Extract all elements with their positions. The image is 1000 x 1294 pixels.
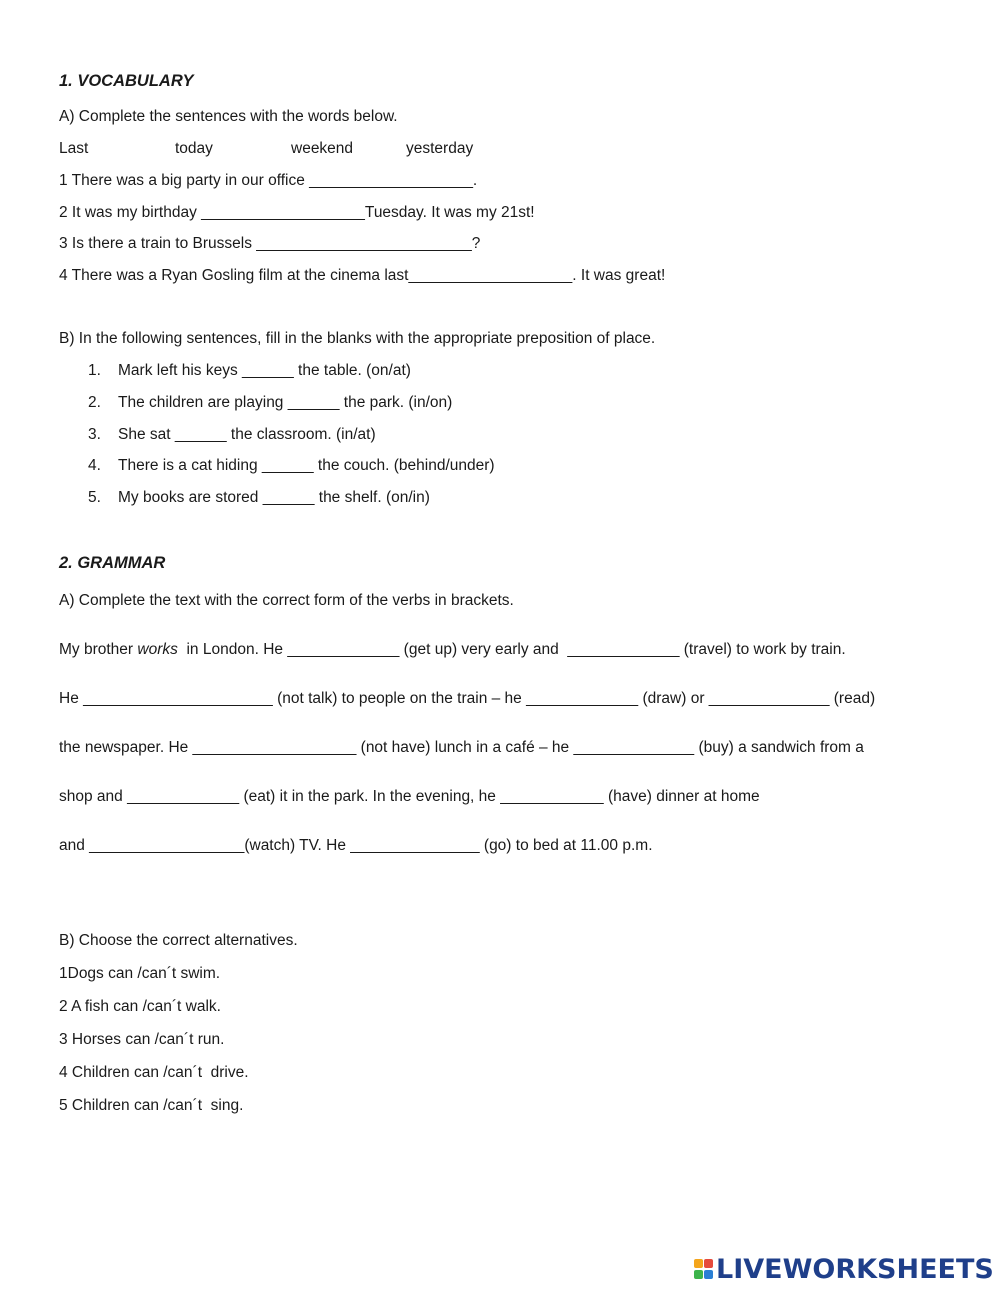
vocabulary-sentence: 3 Is there a train to Brussels _________________________? [59,235,481,252]
list-item-number: 4. [88,457,101,474]
grammar-heading: 2. GRAMMAR [59,554,166,572]
grammar-sentence: 2 A fish can /can´t walk. [59,998,221,1015]
grammar-sentence: 3 Horses can /can´t run. [59,1031,225,1048]
grammar-sentence: 5 Children can /can´t sing. [59,1097,244,1114]
word-bank-item: today [175,140,213,157]
logo-text: LIVEWORKSHEETS [716,1254,994,1285]
word-bank-item: yesterday [406,140,474,157]
vocabulary-sentence: 1 There was a big party in our office ___________________. [59,172,478,189]
list-item-number: 2. [88,394,101,411]
grammar-b-instruction: B) Choose the correct alternatives. [59,932,298,949]
grammar-sentence: 4 Children can /can´t drive. [59,1064,249,1081]
logo-square-icon [704,1270,713,1279]
logo-square-icon [694,1259,703,1268]
word-bank-item: Last [59,140,89,157]
word-bank-item: weekend [291,140,354,157]
list-item: She sat ______ the classroom. (in/at) [118,426,376,443]
vocabulary-b-instruction: B) In the following sentences, fill in the blanks with the appropriate preposition of place. [59,330,656,347]
list-item: There is a cat hiding ______ the couch. (behind/under) [118,457,495,474]
grammar-sentence: 1Dogs can /can´t swim. [59,965,221,982]
grammar-text-line: He ______________________ (not talk) to people on the train – he _____________ (draw) or ______________ (read) [59,690,876,707]
list-item: My books are stored ______ the shelf. (on/in) [118,489,430,506]
grammar-text-segment: in London. He _____________ (get up) very early and _____________ (travel) to work by train. [177,641,846,658]
vocabulary-sentence: 2 It was my birthday ___________________Tuesday. It was my 21st! [59,204,535,221]
list-item: The children are playing ______ the park. (in/on) [118,394,453,411]
vocabulary-sentence: 4 There was a Ryan Gosling film at the cinema last___________________. It was great! [59,267,666,284]
vocabulary-heading: 1. VOCABULARY [59,72,194,90]
logo-square-icon [694,1270,703,1279]
grammar-a-instruction: A) Complete the text with the correct form of the verbs in brackets. [59,592,514,609]
liveworksheets-logo [690,1254,994,1286]
grammar-example-word: works [137,641,178,658]
list-item-number: 3. [88,426,101,443]
grammar-text-segment: My brother [59,641,138,658]
logo-square-icon [704,1259,713,1268]
list-item-number: 5. [88,489,101,506]
list-item: Mark left his keys ______ the table. (on/at) [118,362,411,379]
vocabulary-a-instruction: A) Complete the sentences with the words below. [59,108,398,125]
grammar-text-line: shop and _____________ (eat) it in the park. In the evening, he ____________ (have) dinner at home [59,788,760,805]
list-item-number: 1. [88,362,101,379]
grammar-text-line: the newspaper. He ___________________ (not have) lunch in a café – he ______________ (buy) a sandwich from a [59,739,864,756]
grammar-text-line: and __________________(watch) TV. He _______________ (go) to bed at 11.00 p.m. [59,837,653,854]
grammar-text-line [59,640,846,660]
